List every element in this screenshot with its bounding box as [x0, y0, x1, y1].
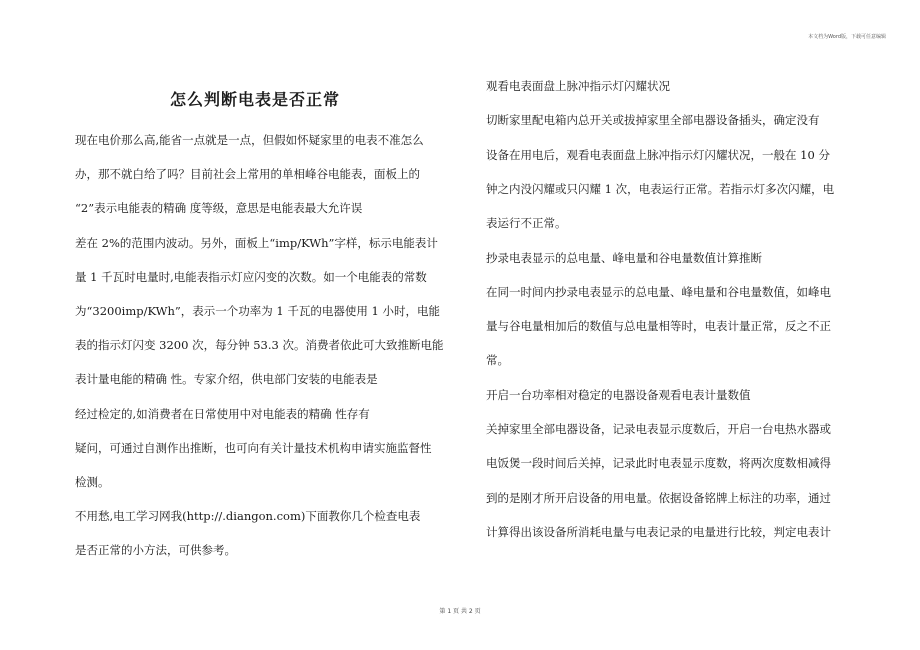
- text-line: 办，那不就白给了吗？目前社会上常用的单相峰谷电能表，面板上的: [75, 167, 420, 182]
- text-line: 是否正常的小方法，可供参考。: [75, 543, 236, 558]
- text-line: 疑问，可通过自测作出推断，也可向有关计量技术机构申请实施监督性: [75, 440, 432, 455]
- header-note: 本文档为Word版，下载可任意编辑: [808, 34, 886, 40]
- text-line: 设备在用电后，观看电表面盘上脉冲指示灯闪耀状况，一般在 10 分: [486, 147, 830, 162]
- text-line: 不用愁,电工学习网我(http://.diangon.com)下面教你几个检查电表: [75, 509, 421, 524]
- text-line: 观看电表面盘上脉冲指示灯闪耀状况: [486, 79, 670, 93]
- text-line: 表计量电能的精确 性。专家介绍，供电部门安装的电能表是: [75, 372, 378, 387]
- text-line: 表运行不正常。: [486, 216, 567, 231]
- text-line: 为“3200imp/KWh”，表示一个功率为 1 千瓦的电器使用 1 小时，电能: [75, 304, 441, 318]
- text-line: 开启一台功率相对稳定的电器设备观看电表计量数值: [486, 387, 751, 402]
- text-line: 经过检定的,如消费者在日常使用中对电能表的精确 性存有: [75, 406, 370, 421]
- text-line: 常。: [486, 353, 509, 368]
- page-footer: 第 1 页 共 2 页: [439, 608, 481, 615]
- text-line: 到的是刚才所开启设备的用电量。依据设备铭牌上标注的功率，通过: [486, 490, 831, 505]
- text-line: 关掉家里全部电器设备，记录电表显示度数后，开启一台电热水器或: [486, 422, 831, 436]
- text-line: 切断家里配电箱内总开关或拔掉家里全部电器设备插头，确定没有: [486, 113, 820, 128]
- text-line: 检测。: [75, 475, 110, 489]
- text-line: “2”表示电能表的精确 度等级，意思是电能表最大允许误: [75, 201, 363, 216]
- text-line: 表的指示灯闪变 3200 次，每分钟 53.3 次。消费者依此可大致推断电能: [75, 338, 444, 353]
- text-line: 抄录电表显示的总电量、峰电量和谷电量数值计算推断: [486, 250, 762, 265]
- document-title: 怎么判断电表是否正常: [170, 90, 341, 109]
- text-line: 量与谷电量相加后的数值与总电量相等时，电表计量正常，反之不正: [486, 319, 831, 334]
- text-line: 差在 2%的范围内波动。另外，面板上“imp/KWh”字样，标示电能表计: [75, 235, 438, 250]
- text-line: 计算得出该设备所消耗电量与电表记录的电量进行比较，判定电表计: [486, 524, 831, 539]
- text-line: 现在电价那么高,能省一点就是一点，但假如怀疑家里的电表不准怎么: [75, 133, 424, 147]
- text-line: 在同一时间内抄录电表显示的总电量、峰电量和谷电量数值，如峰电: [486, 284, 831, 299]
- text-line: 量 1 千瓦时电量时,电能表指示灯应闪变的次数。如一个电能表的常数: [75, 269, 427, 284]
- text-line: 电饭煲一段时间后关掉，记录此时电表显示度数，将两次度数相减得: [486, 456, 831, 471]
- text-line: 钟之内没闪耀或只闪耀 1 次，电表运行正常。若指示灯多次闪耀，电: [486, 181, 835, 196]
